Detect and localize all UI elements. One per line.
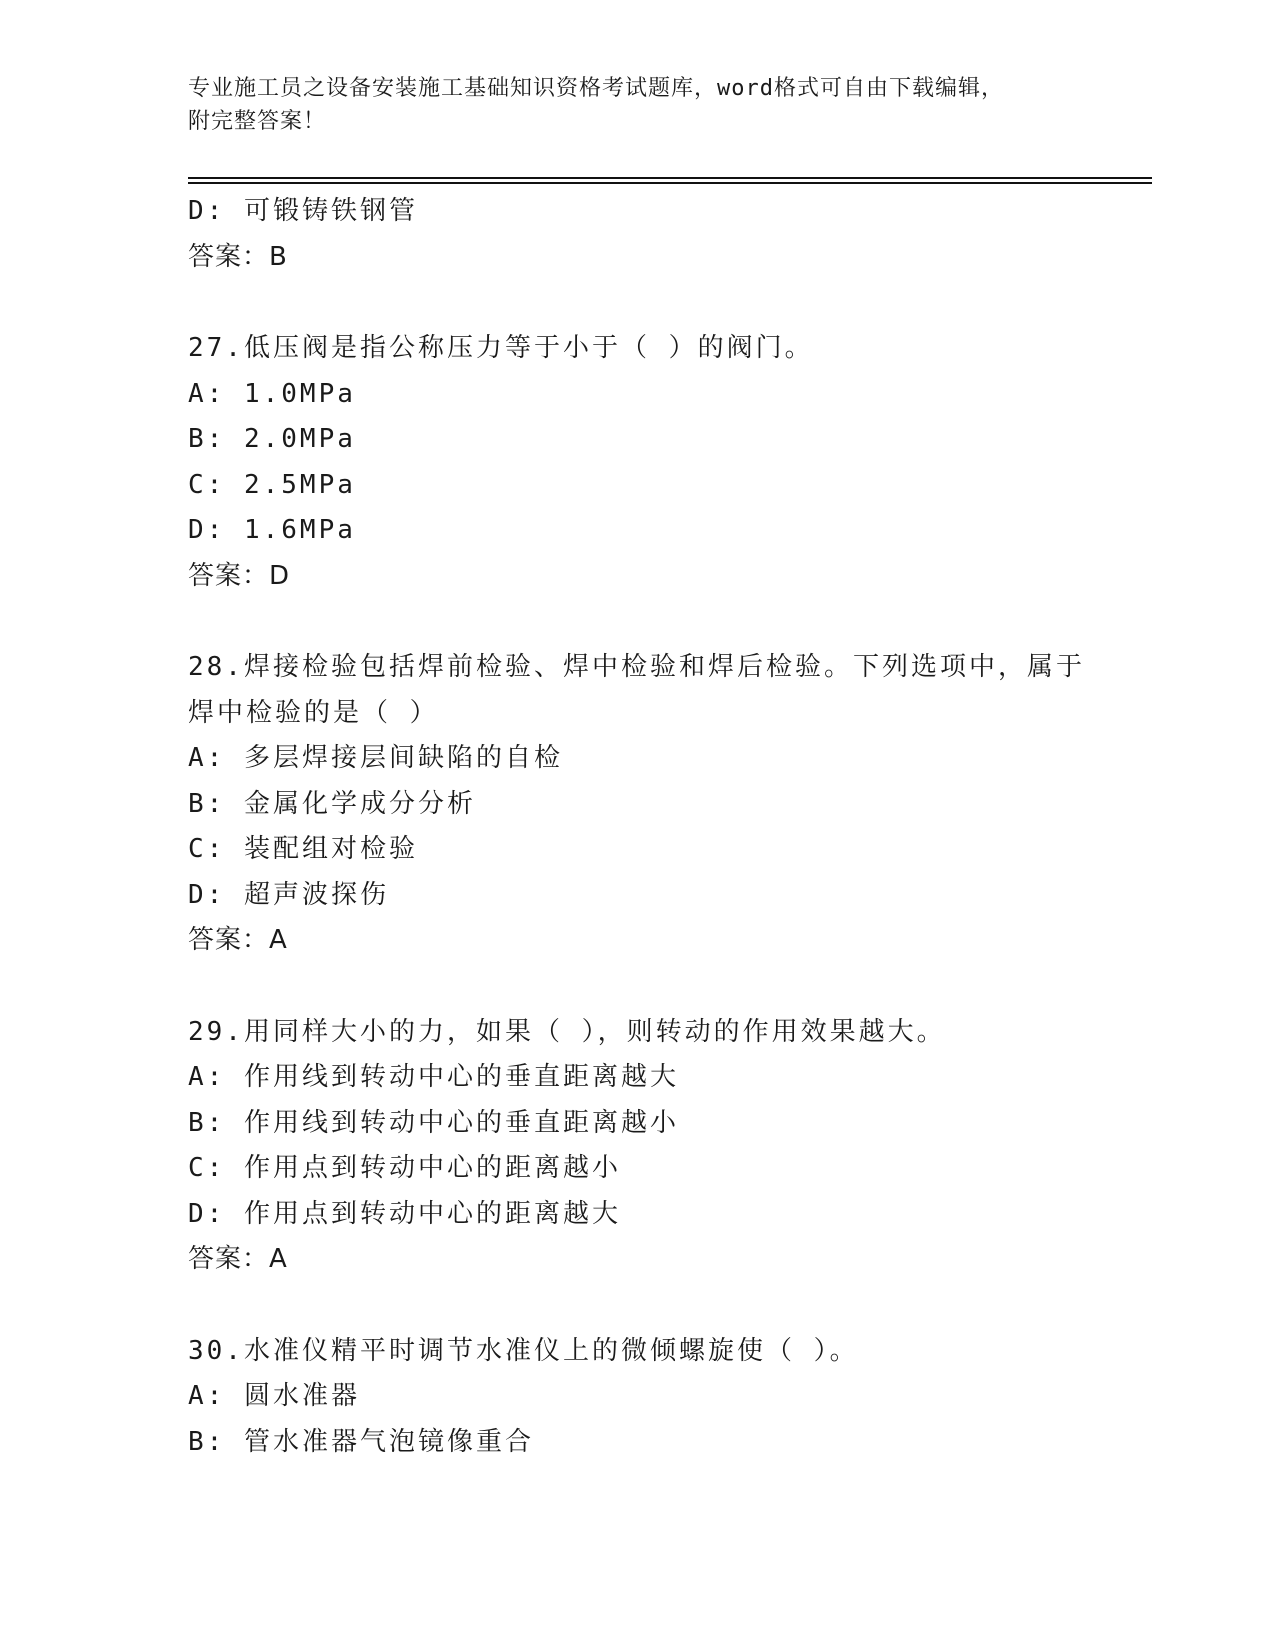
option-a: A: 1.0MPa bbox=[188, 378, 356, 409]
option-b: B: 2.0MPa bbox=[188, 424, 356, 454]
header-divider-top bbox=[188, 177, 1152, 179]
answer-label: 答案：A bbox=[188, 925, 288, 955]
document-header bbox=[188, 72, 1088, 138]
option-b: B: 作用线到转动中心的垂直距离越小 bbox=[188, 1107, 679, 1138]
option-c: C: 2.5MPa bbox=[188, 469, 356, 500]
carryover-question-26 bbox=[188, 189, 1088, 280]
option-a: A: 圆水准器 bbox=[188, 1381, 360, 1411]
option-b: B: 管水准器气泡镜像重合 bbox=[188, 1426, 534, 1457]
option-a: A: 作用线到转动中心的垂直距离越大 bbox=[188, 1062, 679, 1092]
answer-label: 答案：A bbox=[188, 1244, 288, 1274]
header-divider-bottom bbox=[188, 182, 1152, 184]
question-27 bbox=[188, 326, 1088, 599]
question-30 bbox=[188, 1329, 1088, 1466]
question-stem: 30.水准仪精平时调节水准仪上的微倾螺旋使（ ）。 bbox=[188, 1335, 859, 1366]
header-line-2: 附完整答案！ bbox=[188, 109, 327, 134]
option-c: C: 装配组对检验 bbox=[188, 834, 418, 864]
option-c: C: 作用点到转动中心的距离越小 bbox=[188, 1153, 621, 1183]
question-stem-line-1: 28.焊接检验包括焊前检验、焊中检验和焊后检验。下列选项中，属于 bbox=[188, 652, 1085, 682]
question-stem: 29.用同样大小的力，如果（ ），则转动的作用效果越大。 bbox=[188, 1016, 946, 1047]
header-line-1: 专业施工员之设备安装施工基础知识资格考试题库，word格式可自由下载编辑， bbox=[188, 76, 1004, 101]
question-28 bbox=[188, 645, 1088, 964]
question-29 bbox=[188, 1010, 1088, 1283]
question-stem-line-2: 焊中检验的是（ ） bbox=[188, 697, 439, 728]
question-stem: 27.低压阀是指公称压力等于小于（ ）的阀门。 bbox=[188, 333, 814, 363]
option-d: D: 可锻铸铁钢管 bbox=[188, 196, 418, 226]
option-b: B: 金属化学成分分析 bbox=[188, 788, 476, 819]
option-d: D: 1.6MPa bbox=[188, 515, 356, 545]
option-d: D: 作用点到转动中心的距离越大 bbox=[188, 1198, 621, 1229]
option-d: D: 超声波探伤 bbox=[188, 879, 389, 910]
question-list bbox=[188, 189, 1088, 1465]
answer-label: 答案：D bbox=[188, 560, 291, 591]
option-a: A: 多层焊接层间缺陷的自检 bbox=[188, 743, 563, 773]
answer-label: 答案：B bbox=[188, 241, 288, 272]
